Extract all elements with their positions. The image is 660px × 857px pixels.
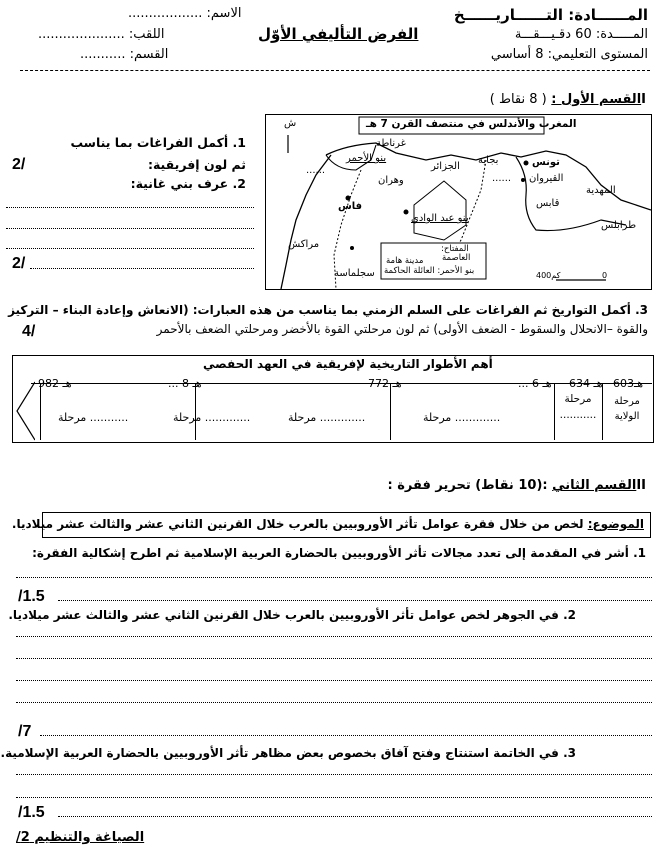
- timeline-tick: [390, 384, 391, 440]
- marrakesh-dot: [350, 246, 354, 250]
- map-legend-city: مدينة هامة: [386, 256, 424, 266]
- map-label-bani-abdelwad: بنو عبد الوادي: [411, 213, 469, 224]
- map-label-sijilmasa: سجلماسة: [334, 268, 375, 279]
- timeline-tick: [40, 384, 41, 440]
- map-label-kairouan: القيروان: [529, 173, 564, 184]
- p2-q1: 1. أشر في المقدمة إلى تعدد مجالات تأثر الأوروبيين بالحضارة العربية الإسلامية ثم اطرح إشكالية الفقرة:: [32, 546, 646, 560]
- bani-abdelwad-region: [414, 181, 466, 240]
- timeline-tick: [554, 384, 555, 440]
- class-field[interactable]: القسم: ...........: [80, 47, 169, 62]
- cell-3[interactable]: ............. مرحلة: [423, 411, 501, 424]
- date-772: 772 هـ: [368, 377, 402, 390]
- cell-4[interactable]: ............. مرحلة: [288, 411, 366, 424]
- map-label-tunis: تونس: [532, 157, 560, 168]
- p2-score-q1: /1.5: [18, 588, 45, 605]
- map-north-label: ش: [284, 118, 297, 129]
- timeline-axis: [31, 383, 652, 384]
- date-634: 634 هـ: [569, 377, 603, 390]
- exam-title: الفرض التأليفي الأوّل: [258, 25, 419, 43]
- tunis-dot: [524, 161, 529, 166]
- map-label-wahran: وهران: [378, 175, 404, 186]
- answer-line[interactable]: [40, 735, 652, 736]
- answer-line[interactable]: [16, 680, 652, 681]
- date-6xx: ... 6 هـ: [518, 377, 552, 390]
- answer-line[interactable]: [30, 268, 254, 269]
- date-982: 982 هـ: [38, 377, 72, 390]
- name-field[interactable]: الاسم: ..................: [128, 6, 242, 21]
- map-legend-dynasty: بنو الأحمر: العائلة الحاكمة: [384, 266, 475, 276]
- subject-label: المــــــادة: التــــــاريــــــخ: [453, 6, 648, 24]
- topic-box: [11, 512, 651, 538]
- map-label-bejaia: بجاية: [478, 155, 499, 166]
- fes-dot: [346, 196, 351, 201]
- part2-points: :(10 نقاط) تحرير فقرة :: [387, 478, 548, 493]
- part1-points: ( 8 نقاط ): [489, 92, 547, 107]
- map-label-fes: فاس: [338, 201, 363, 212]
- p2-score-q3: /1.5: [18, 804, 45, 821]
- part1-heading: [490, 92, 646, 107]
- topic-label: الموضوع:: [587, 517, 644, 531]
- score-q2: 2/: [12, 255, 26, 272]
- p2-q3: 3. في الخاتمة استنتاج وفتح آفاق بخصوص بعض مظاهر تأثر الأوروبيين بالحضارة العربية الإسلامية.: [0, 746, 576, 760]
- answer-line[interactable]: [6, 207, 254, 208]
- timeline-box: [12, 355, 654, 443]
- map-label-mahdia: المهدية: [586, 185, 616, 196]
- map-label-gabes: قابس: [536, 198, 560, 209]
- surname-field[interactable]: اللقب: .....................: [38, 27, 165, 42]
- p2-q2: 2. في الجوهر لخص عوامل تأثر الأوروبيين بالعرب خلال القرنين الثاني عشر والثالث عشر ميلاديا.: [8, 608, 576, 622]
- map-label-dots-1: ......: [306, 165, 326, 176]
- map-label-tripoli: طرابلس: [601, 220, 637, 231]
- map-legend-capital: العاصمة: [442, 253, 471, 263]
- cell-wilaya-text: مرحلة الولاية: [614, 396, 640, 422]
- answer-line[interactable]: [16, 577, 652, 578]
- map-label-dots-2: ......: [492, 173, 512, 184]
- q1-line2: ثم لون إفريقية:: [147, 157, 246, 172]
- part2-heading: [388, 478, 646, 493]
- answer-line[interactable]: [58, 816, 652, 817]
- answer-line[interactable]: [16, 797, 652, 798]
- score-q1: 2/: [12, 156, 26, 173]
- level-label: المستوى التعليمي: 8 أساسي: [490, 47, 648, 62]
- formatting-score: الصياغة والتنظيم 2/: [16, 830, 145, 845]
- header-divider: [20, 70, 650, 71]
- duration-label: المـــــدة: 60 دقـيـــقـــة: [514, 27, 648, 42]
- map-legend-key: المفتاح:: [441, 244, 469, 254]
- topic-text: [12, 517, 644, 531]
- map-scale: 400كم: [536, 271, 561, 280]
- q2: 2. عرف بني غانية:: [130, 176, 246, 191]
- date-8xx: ... 8 هـ: [168, 377, 202, 390]
- q1-line1: 1. أكمل الفراغات بما يناسب: [70, 135, 246, 150]
- answer-line[interactable]: [16, 636, 652, 637]
- score-q3: 4/: [22, 323, 36, 340]
- answer-line[interactable]: [6, 248, 254, 249]
- part1-roman: I: [641, 92, 646, 107]
- map-label-bani-ahmar: بنو الأحمر: [346, 153, 387, 164]
- cell-6[interactable]: ........... مرحلة: [58, 411, 129, 424]
- part2-heading-text: القسم الثاني: [552, 478, 637, 493]
- part2-roman: II: [636, 478, 646, 493]
- answer-line[interactable]: [16, 702, 652, 703]
- map-label-granada: غرناطة: [376, 138, 406, 149]
- tlemcen-dot: [404, 210, 409, 215]
- p2-score-q2: /7: [18, 723, 32, 740]
- timeline-title: أهم الأطوار التاريخية لإفريقية في العهد الحفصي: [203, 357, 493, 371]
- part1-heading-text: القسم الأول :: [551, 92, 642, 107]
- map-scale-zero: 0: [602, 271, 608, 280]
- map-label-algiers: الجزائر: [431, 161, 460, 172]
- cell-5[interactable]: ............. مرحلة: [173, 411, 251, 424]
- cell-2-text: مرحلة ...........: [559, 393, 597, 421]
- cell-2[interactable]: [556, 391, 600, 423]
- map-label-marrakesh: مراكش: [288, 239, 320, 250]
- topic-body: لخص من خلال فقرة عوامل تأثر الأوروبيين بالعرب خلال القرنين الثاني عشر والثالث عشر ميلاديا.: [11, 517, 588, 531]
- answer-line[interactable]: [58, 600, 652, 601]
- answer-line[interactable]: [16, 658, 652, 659]
- map-figure: [265, 114, 652, 290]
- kairouan-dot: [521, 178, 525, 182]
- date-603: 603هـ: [613, 377, 644, 390]
- timeline-arrow: [13, 380, 35, 442]
- timeline-tick: [602, 384, 603, 440]
- q3-line2: والقوة –الانحلال والسقوط - الضعف الأولى) ثم لون مرحلتي القوة بالأخضر ومرحلتي الضعف بالأحمر: [156, 322, 648, 336]
- answer-line[interactable]: [6, 228, 254, 229]
- q3-line1: 3. أكمل التواريخ ثم الفراغات على السلم الزمني بما يناسب من هذه العبارات: (الانعاش وإعادة البناء – التركيز: [8, 303, 648, 317]
- answer-line[interactable]: [16, 774, 652, 775]
- map-title: المغرب والأندلس في منتصف القرن 7 هـ: [366, 118, 577, 130]
- cell-wilaya: [605, 394, 649, 424]
